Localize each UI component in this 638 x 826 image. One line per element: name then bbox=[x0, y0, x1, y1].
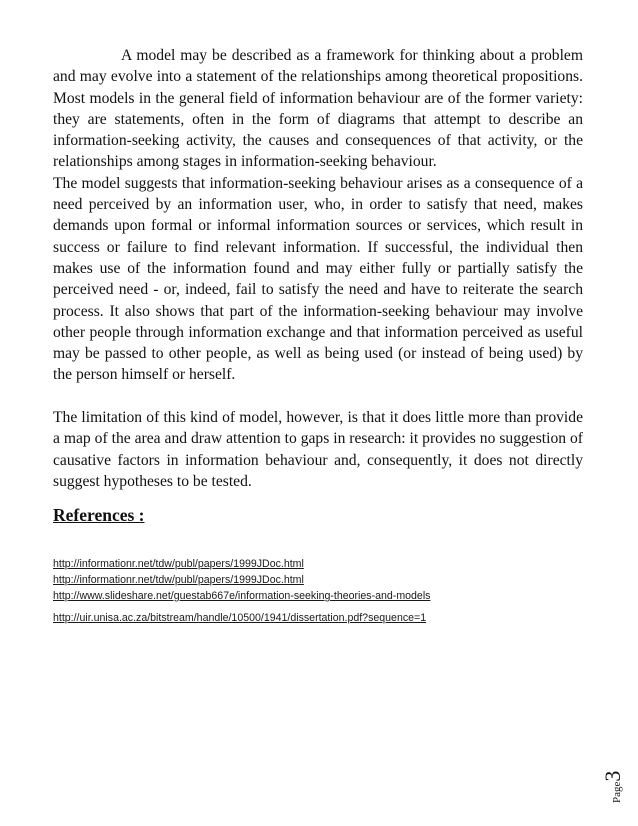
reference-link[interactable]: http://www.slideshare.net/guestab667e/information-seeking-theories-and-models bbox=[53, 590, 431, 602]
paragraph-model-limitation: The limitation of this kind of model, however, is that it does little more than provide a map of the area and draw attention to gaps in research: it provides no suggestion of causative factors in information behaviour and, consequently, it does not directly suggest hypotheses to be tested. bbox=[53, 409, 583, 490]
paragraph-model-definition: A model may be described as a framework for thinking about a problem and may evolve into a statement of the relationships among theoretical propositions. Most models in the general field of information behaviour are of the former variety: they are statements, often in the form of diagrams that attempt to describe an information-seeking activity, the causes and consequences of that activity, or the relationships among stages in information-seeking behaviour. bbox=[53, 47, 583, 171]
page-number bbox=[598, 745, 628, 805]
page-label: Page bbox=[611, 781, 623, 803]
references-heading: References : bbox=[53, 505, 145, 525]
reference-link[interactable]: http://informationr.net/tdw/publ/papers/1999JDoc.html bbox=[53, 558, 304, 570]
paragraph-spacer bbox=[53, 386, 583, 407]
reference-link[interactable]: http://informationr.net/tdw/publ/papers/1999JDoc.html bbox=[53, 574, 304, 586]
paragraph-model-description: The model suggests that information-seeking behaviour arises as a consequence of a need perceived by an information user, who, in order to satisfy that need, makes demands upon formal or informal information sources or services, which result in success or failure to find relevant information. If successful, the individual then makes use of the information found and may either fully or partially satisfy the perceived need - or, indeed, fail to satisfy the need and have to reiterate the search process. It also shows that part of the information-seeking behaviour may involve other people through information exchange and that information perceived as useful may be passed to other people, as well as being used (or instead of being used) by the person himself or herself. bbox=[53, 174, 583, 384]
references-list bbox=[53, 556, 593, 626]
page-number-value: 3 bbox=[600, 770, 625, 782]
page-number-rotated bbox=[600, 771, 626, 803]
body-text bbox=[53, 45, 583, 492]
reference-link[interactable]: http://uir.unisa.ac.za/bitstream/handle/10500/1941/dissertation.pdf?sequence=1 bbox=[53, 612, 427, 624]
